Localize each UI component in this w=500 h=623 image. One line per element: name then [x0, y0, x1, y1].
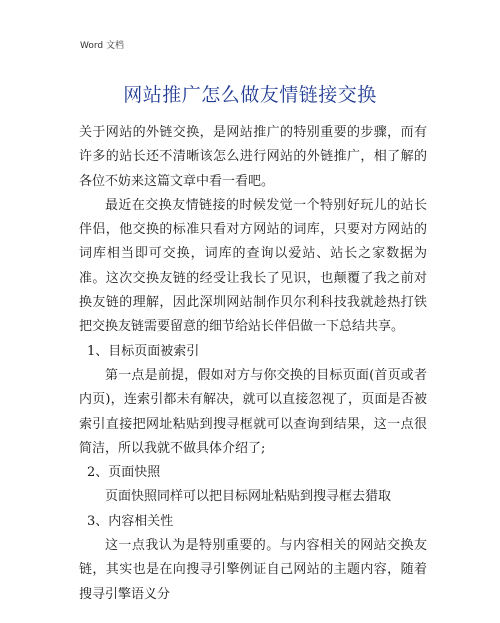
paragraph-section-2: 页面快照同样可以把目标网址粘贴到搜寻框去猎取: [105, 489, 392, 505]
document-body: [79, 121, 427, 607]
paragraph-story: 最近在交换友情链接的时候发觉一个特别好玩儿的站长伴侣，他交换的标准只看对方网站的词库，只要对方网站的词库相当即可交换，词库的查询以爱站、站长之家数据为准。这次交换友链的经受让我长了见识，也颠覆了我之前对换友链的理解，因此深圳网站制作贝尔利科技我就趁热打铁把交换友链需要留意的细节给站长伴侣做一下总结共享。: [79, 197, 427, 335]
section-heading-2: 2、页面快照: [87, 465, 161, 481]
paragraph-intro: 关于网站的外链交换，是网站推广的特别重要的步骤，而有许多的站长还不清晰该怎么进行网站的外链推广，相了解的各位不妨来这篇文章中看一看吧。: [79, 125, 427, 189]
paragraph-section-1: 第一点是前提，假如对方与你交换的目标页面(首页或者内页)，连索引都未有解决，就可以直接忽视了，页面是否被索引直接把网址粘贴到搜寻框就可以查询到结果，这一点很简洁，所以我就不做具体介绍了;: [79, 367, 427, 456]
document-title: 网站推广怎么做友情链接交换: [123, 84, 377, 106]
section-heading-3: 3、内容相关性: [87, 513, 174, 529]
section-heading-1: 1、目标页面被索引: [87, 343, 200, 359]
document-header-label: Word 文档: [80, 41, 124, 51]
paragraph-section-3: 这一点我认为是特别重要的。与内容相关的网站交换友链，其实也是在向搜寻引擎例证自己网站的主题内容，随着搜寻引擎语义分: [79, 538, 427, 602]
